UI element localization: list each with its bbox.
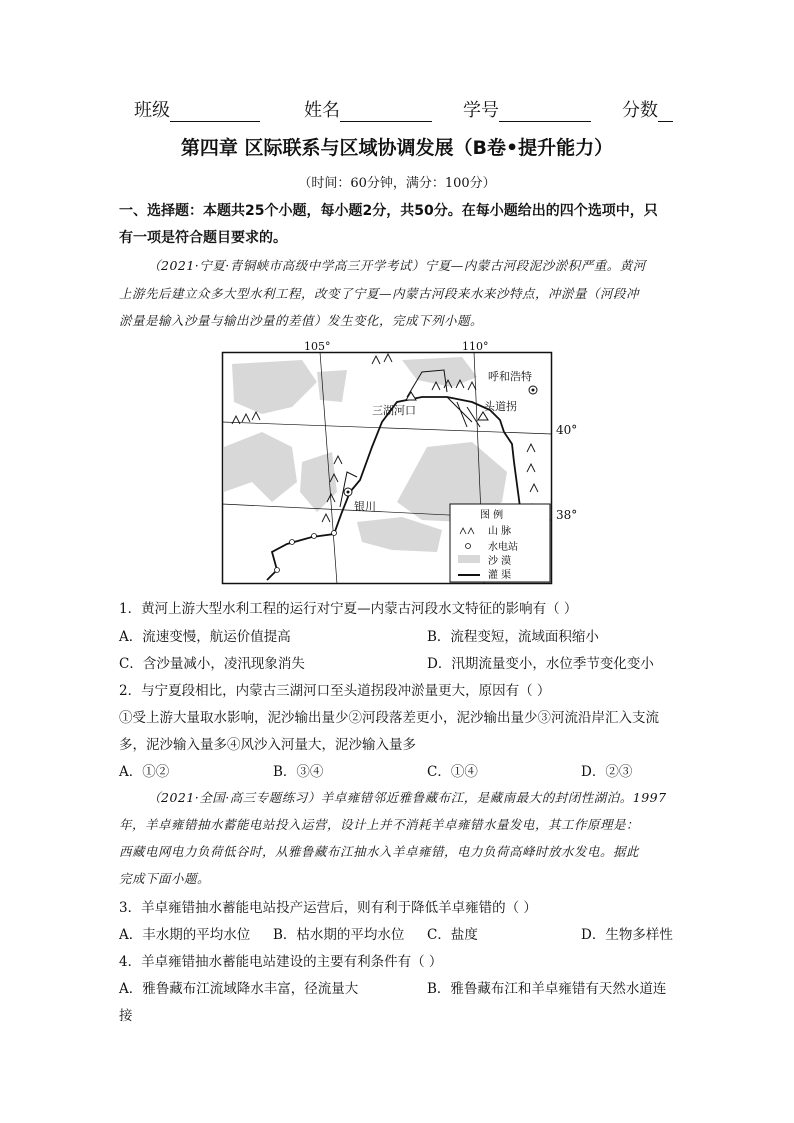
class-label: 班级 bbox=[134, 100, 170, 121]
sanhuhekou-label: 三湖河口 bbox=[372, 404, 416, 417]
q4-option-b[interactable]: B．雅鲁藏布江和羊卓雍错有天然水道连 bbox=[427, 981, 667, 997]
map-legend bbox=[450, 504, 550, 582]
q3-option-c[interactable]: C．盐度 bbox=[427, 927, 478, 943]
toudaoguai-label: 头道拐 bbox=[484, 400, 517, 413]
page-title: 第四章 区际联系与区域协调发展（B卷•提升能力） bbox=[180, 137, 614, 159]
score-label: 分数 bbox=[622, 100, 658, 121]
q3-option-b[interactable]: B．枯水期的平均水位 bbox=[273, 927, 405, 943]
q4-option-b-continued: 接 bbox=[119, 1008, 133, 1024]
name-label: 姓名 bbox=[304, 100, 340, 121]
page-subtitle: （时间：60分钟，满分：100分） bbox=[298, 176, 496, 191]
passage2-line2: 年，羊卓雍错抽水蓄能电站投入运营，设计上并不消耗羊卓雍错水量发电，其工作原理是： bbox=[119, 817, 640, 832]
q1-option-a[interactable]: A．流速变慢，航运价值提高 bbox=[119, 629, 291, 645]
passage1-line3: 淤量是输入沙量与输出沙量的差值）发生变化，完成下列小题。 bbox=[119, 313, 484, 328]
q3-option-a[interactable]: A．丰水期的平均水位 bbox=[119, 927, 251, 943]
q1-stem: 1．黄河上游大型水利工程的运行对宁夏—内蒙古河段水文特征的影响有（ ） bbox=[119, 601, 578, 617]
passage1-line2: 上游先后建立众多大型水利工程，改变了宁夏—内蒙古河段来水来沙特点，冲淤量（河段冲 bbox=[119, 286, 640, 301]
q1-option-b[interactable]: B．流程变短，流域面积缩小 bbox=[427, 629, 599, 645]
section-instruction-1: 一、选择题：本题共25个小题，每小题2分，共50分。在每小题给出的四个选项中，只 bbox=[119, 203, 658, 219]
legend-hydro: 水电站 bbox=[488, 542, 518, 553]
legend-title: 图 例 bbox=[480, 510, 504, 521]
legend-desert: 沙 漠 bbox=[488, 556, 512, 567]
id-label-group bbox=[463, 96, 591, 122]
q4-stem: 4．羊卓雍错抽水蓄能电站建设的主要有利条件有（ ） bbox=[119, 954, 443, 970]
passage1-line1: （2021·宁夏·青铜峡市高级中学高三开学考试）宁夏—内蒙古河段泥沙淤积严重。黄河 bbox=[148, 258, 646, 273]
q1-option-c[interactable]: C．含沙量减小，凌汛现象消失 bbox=[119, 656, 305, 672]
id-blank[interactable] bbox=[499, 103, 591, 122]
passage2-line1: （2021·全国·高三专题练习）羊卓雍错邻近雅鲁藏布江，是藏南最大的封闭性湖泊。1997 bbox=[148, 790, 667, 805]
class-label-group bbox=[134, 96, 260, 122]
q2-option-c[interactable]: C．①④ bbox=[427, 764, 478, 780]
class-blank[interactable] bbox=[170, 103, 260, 122]
q2-stem: 2．与宁夏段相比，内蒙古三湖河口至头道拐段冲淤量更大，原因有（ ） bbox=[119, 683, 551, 699]
yinchuan-label: 银川 bbox=[354, 500, 376, 513]
q1-option-d[interactable]: D．汛期流量变小，水位季节变化变小 bbox=[427, 656, 654, 672]
q3-option-d[interactable]: D．生物多样性 bbox=[581, 927, 673, 943]
map-figure bbox=[222, 340, 552, 584]
score-blank[interactable] bbox=[658, 103, 673, 122]
q2-statements-2: 多，泥沙输入量多④风沙入河量大，泥沙输入量多 bbox=[119, 737, 416, 753]
q2-option-b[interactable]: B．③④ bbox=[273, 764, 324, 780]
legend-canal: 灌 渠 bbox=[488, 570, 512, 581]
q2-option-a[interactable]: A．①② bbox=[119, 764, 170, 780]
legend-mountain: 山 脉 bbox=[488, 526, 512, 537]
hohhot-label: 呼和浩特 bbox=[488, 370, 532, 383]
passage2-line4: 完成下面小题。 bbox=[119, 871, 211, 886]
id-label: 学号 bbox=[463, 100, 499, 121]
score-label-group bbox=[622, 96, 673, 122]
section-instruction-2: 有一项是符合题目要求的。 bbox=[119, 230, 287, 246]
q2-option-d[interactable]: D．②③ bbox=[581, 764, 633, 780]
name-label-group bbox=[304, 96, 432, 122]
lon-105-label: 105° bbox=[304, 340, 331, 353]
q4-option-a[interactable]: A．雅鲁藏布江流域降水丰富，径流量大 bbox=[119, 981, 359, 997]
q3-stem: 3．羊卓雍错抽水蓄能电站投产运营后，则有利于降低羊卓雍错的（ ） bbox=[119, 900, 537, 916]
lat-38-label: 38° bbox=[556, 508, 578, 522]
lat-40-label: 40° bbox=[556, 423, 578, 437]
passage2-line3: 西藏电网电力负荷低谷时，从雅鲁藏布江抽水入羊卓雍错，电力负荷高峰时放水发电。据此 bbox=[119, 844, 640, 859]
lon-110-label: 110° bbox=[462, 340, 489, 353]
q2-statements-1: ①受上游大量取水影响，泥沙输出量少②河段落差更小，泥沙输出量少③河流沿岸汇入支流 bbox=[119, 710, 659, 726]
name-blank[interactable] bbox=[340, 103, 432, 122]
